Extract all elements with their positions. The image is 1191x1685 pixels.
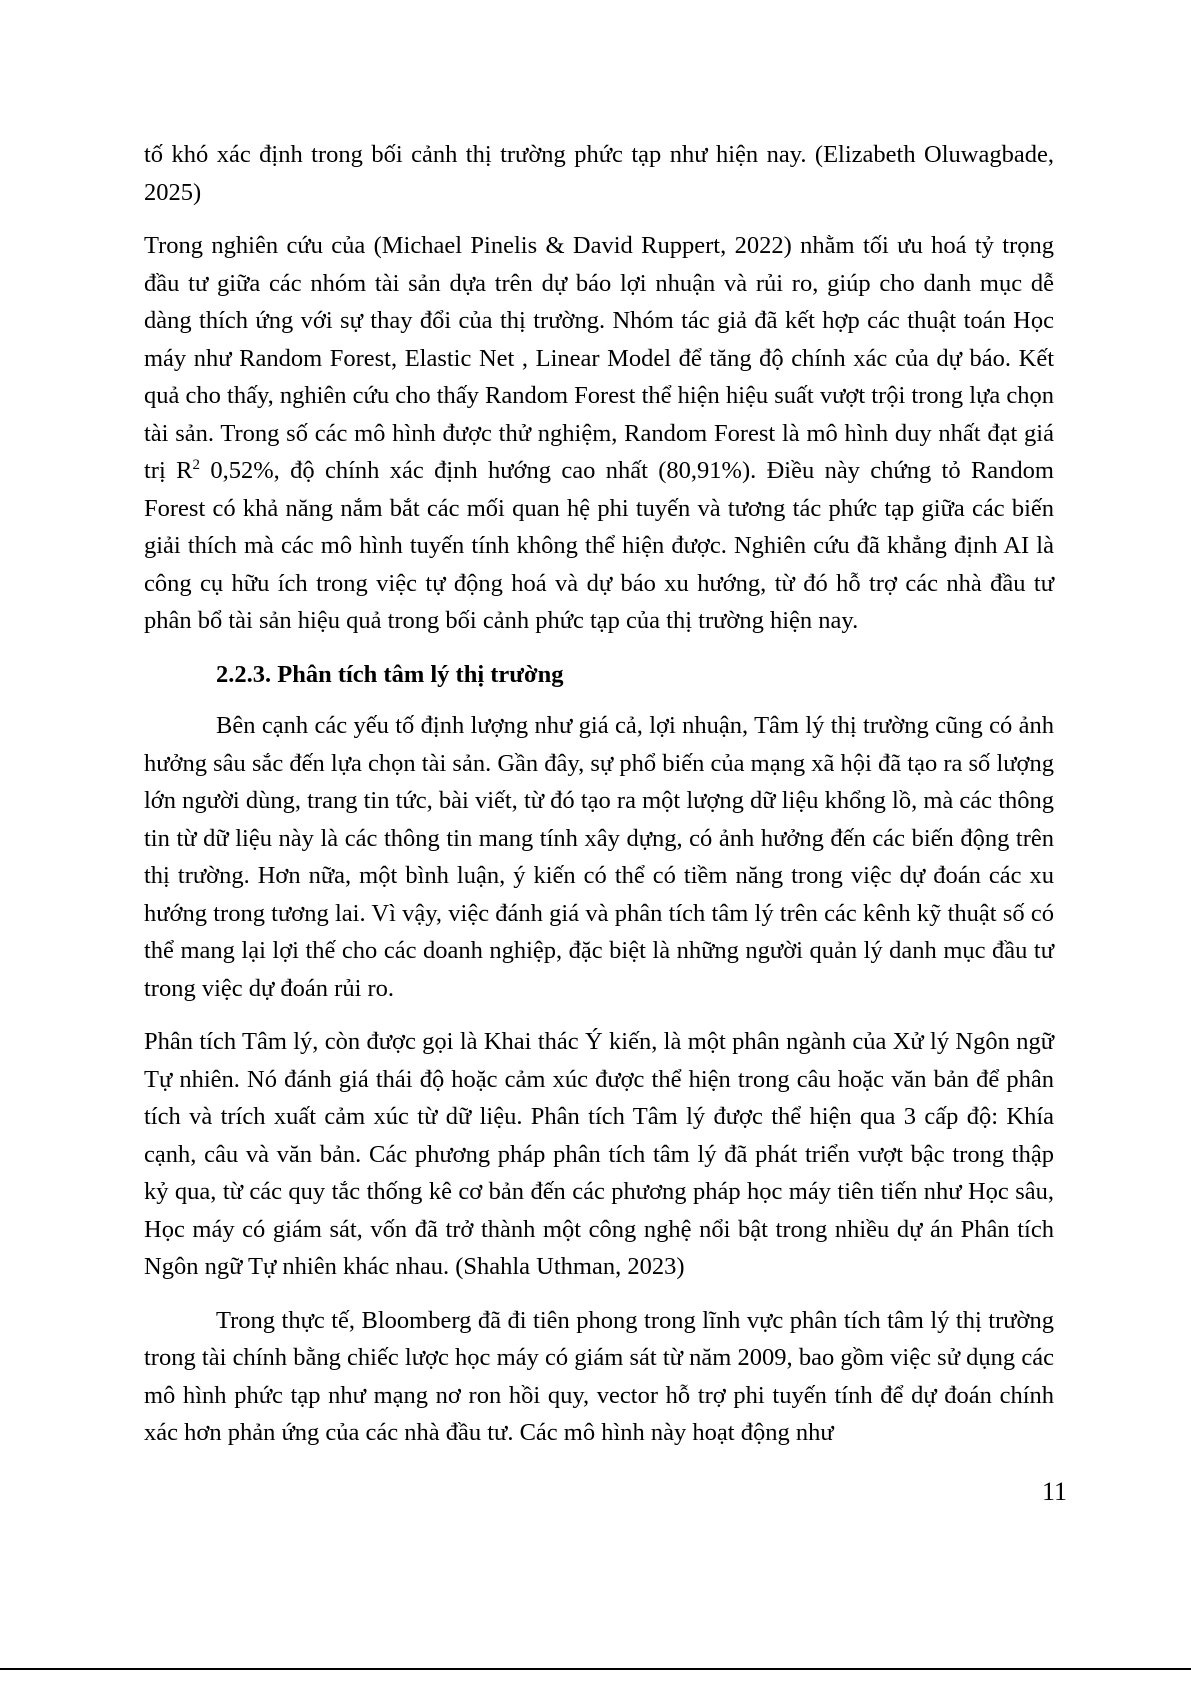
paragraph-pinelis-ruppert <box>144 227 1054 640</box>
page-body <box>144 136 1054 1468</box>
page-number: 11 <box>1041 1477 1067 1506</box>
paragraph-market-sentiment: Bên cạnh các yếu tố định lượng như giá cả, lợi nhuận, Tâm lý thị trường cũng có ảnh hưởng sâu sắc đến lựa chọn tài sản. Gần đây, sự phổ biến của mạng xã hội đã tạo ra số lượng lớn người dùng, trang tin tức, bài viết, từ đó tạo ra một lượng dữ liệu khổng lồ, mà các thông tin từ dữ liệu này là các thông tin mang tính xây dựng, có ảnh hưởng đến các biến động trên thị trường. Hơn nữa, một bình luận, ý kiến có thể có tiềm năng trong việc dự đoán các xu hướng trong tương lai. Vì vậy, việc đánh giá và phân tích tâm lý trên các kênh kỹ thuật số có thể mang lại lợi thế cho các doanh nghiệp, đặc biệt là những người quản lý danh mục đầu tư trong việc dự đoán rủi ro. <box>144 712 1054 1002</box>
paragraph-text: 0,52%, độ chính xác định hướng cao nhất (80,91%). Điều này chứng tỏ Random Forest có khả năng nắm bắt các mối quan hệ phi tuyến và tương tác phức tạp giữa các biến giải thích mà các mô hình tuyến tính không thể hiện được. Nghiên cứu đã khẳng định AI là công cụ hữu ích trong việc tự động hoá và dự báo xu hướng, từ đó hỗ trợ các nhà đầu tư phân bổ tài sản hiệu quả trong bối cảnh phức tạp của thị trường hiện nay. <box>144 457 1054 634</box>
footer-rule <box>0 1668 1191 1670</box>
superscript-squared: 2 <box>192 456 200 473</box>
paragraph-sentiment-analysis: Phân tích Tâm lý, còn được gọi là Khai thác Ý kiến, là một phân ngành của Xử lý Ngôn ngữ Tự nhiên. Nó đánh giá thái độ hoặc cảm xúc được thể hiện trong câu hoặc văn bản để phân tích và trích xuất cảm xúc từ dữ liệu. Phân tích Tâm lý được thể hiện qua 3 cấp độ: Khía cạnh, câu và văn bản. Các phương pháp phân tích tâm lý đã phát triển vượt bậc trong thập kỷ qua, từ các quy tắc thống kê cơ bản đến các phương pháp học máy tiên tiến như Học sâu, Học máy có giám sát, vốn đã trở thành một công nghệ nổi bật trong nhiều dự án Phân tích Ngôn ngữ Tự nhiên khác nhau. (Shahla Uthman, 2023) <box>144 1028 1054 1280</box>
section-heading: 2.2.3. Phân tích tâm lý thị trường <box>216 660 564 688</box>
paragraph-continuation: tố khó xác định trong bối cảnh thị trường phức tạp như hiện nay. (Elizabeth Oluwagbade, 2025) <box>144 141 1054 206</box>
paragraph-bloomberg: Trong thực tế, Bloomberg đã đi tiên phong trong lĩnh vực phân tích tâm lý thị trường trong tài chính bằng chiếc lược học máy có giám sát từ năm 2009, bao gồm việc sử dụng các mô hình phức tạp như mạng nơ ron hồi quy, vector hỗ trợ phi tuyến tính để dự đoán chính xác hơn phản ứng của các nhà đầu tư. Các mô hình này hoạt động như <box>144 1306 1054 1446</box>
paragraph-text: Trong nghiên cứu của (Michael Pinelis & David Ruppert, 2022) nhằm tối ưu hoá tỷ trọng đầu tư giữa các nhóm tài sản dựa trên dự báo lợi nhuận và rủi ro, giúp cho danh mục dễ dàng thích ứng với sự thay đổi của thị trường. Nhóm tác giả đã kết hợp các thuật toán Học máy như Random Forest, Elastic Net , Linear Model để tăng độ chính xác của dự báo. Kết quả cho thấy, nghiên cứu cho thấy Random Forest thể hiện hiệu suất vượt trội trong lựa chọn tài sản. Trong số các mô hình được thử nghiệm, Random Forest là mô hình duy nhất đạt giá trị R <box>144 232 1054 484</box>
